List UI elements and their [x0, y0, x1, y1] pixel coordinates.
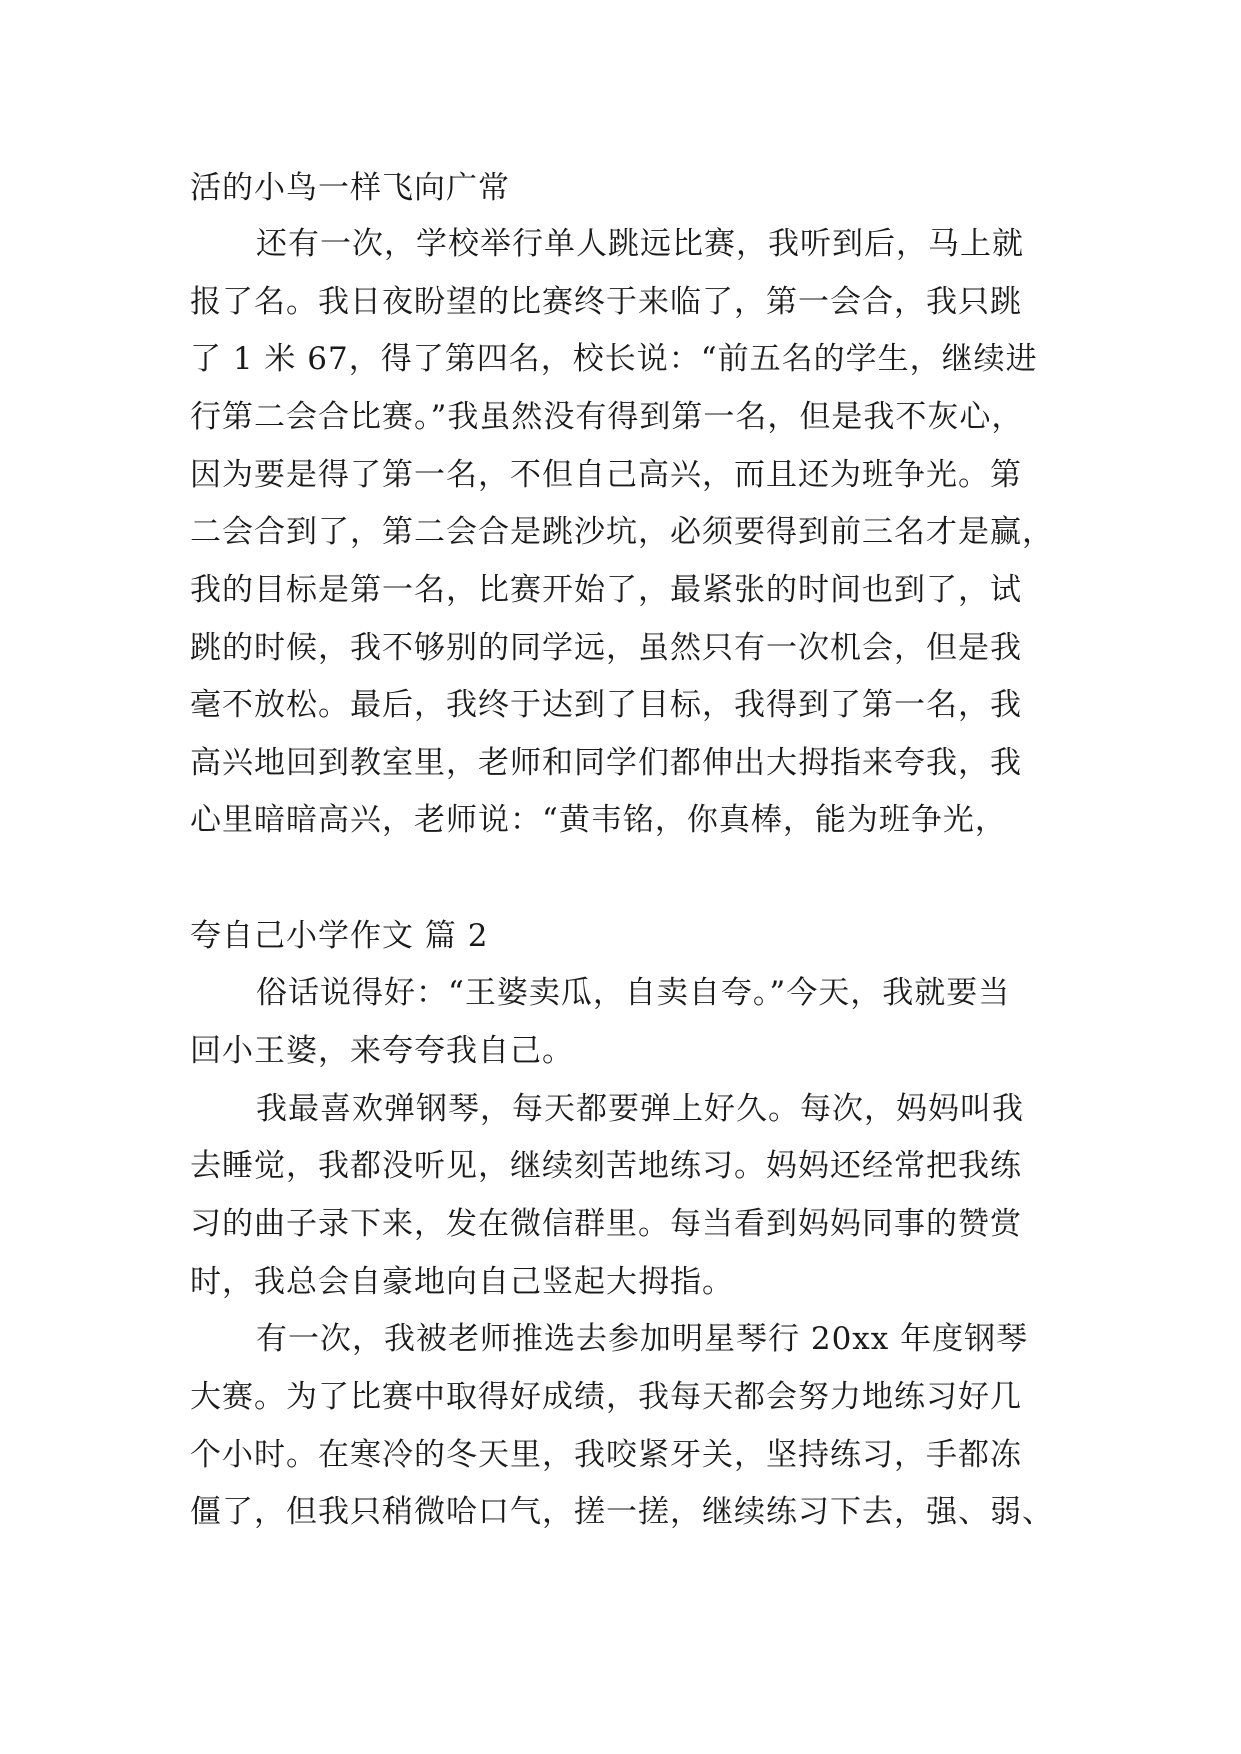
text-line: 报了名。我日夜盼望的比赛终于来临了，第一会合，我只跳 — [190, 284, 1022, 320]
text-line: 跳的时候，我不够别的同学远，虽然只有一次机会，但是我 — [190, 630, 1022, 666]
paragraph-start-line: 还有一次，学校举行单人跳远比赛，我听到后，马上就 — [256, 226, 1024, 262]
text-line: 心里暗暗高兴，老师说：“黄韦铭，你真棒，能为班争光， — [190, 802, 1007, 838]
text-line: 了 1 米 67，得了第四名，校长说：“前五名的学生，继续进 — [190, 341, 1038, 377]
paragraph-start-line: 我最喜欢弹钢琴，每天都要弹上好久。每次，妈妈叫我 — [256, 1091, 1024, 1127]
text-line: 时，我总会自豪地向自己竖起大拇指。 — [190, 1264, 734, 1300]
text-line: 僵了，但我只稍微哈口气，搓一搓，继续练习下去，强、弱、 — [190, 1494, 1054, 1530]
text-line: 我的目标是第一名，比赛开始了，最紧张的时间也到了，试 — [190, 572, 1022, 608]
text-line: 大赛。为了比赛中取得好成绩，我每天都会努力地练习好几 — [190, 1379, 1022, 1415]
paragraph-start-line: 有一次，我被老师推选去参加明星琴行 20xx 年度钢琴 — [256, 1321, 1029, 1357]
text-line: 去睡觉，我都没听见，继续刻苦地练习。妈妈还经常把我练 — [190, 1148, 1022, 1184]
text-line: 个小时。在寒冷的冬天里，我咬紧牙关，坚持练习，手都冻 — [190, 1437, 1022, 1473]
text-line: 习的曲子录下来，发在微信群里。每当看到妈妈同事的赞赏 — [190, 1206, 1022, 1242]
text-line: 毫不放松。最后，我终于达到了目标，我得到了第一名，我 — [190, 687, 1022, 723]
section-title: 夸自己小学作文 篇 2 — [190, 918, 489, 954]
paragraph-start-line: 俗话说得好：“王婆卖瓜，自卖自夸。”今天，我就要当 — [256, 975, 1011, 1011]
text-line: 活的小鸟一样飞向广常 — [190, 170, 510, 206]
text-line: 回小王婆，来夸夸我自己。 — [190, 1033, 574, 1069]
text-line: 二会合到了，第二会合是跳沙坑，必须要得到前三名才是赢， — [190, 514, 1054, 550]
text-line: 因为要是得了第一名，不但自己高兴，而且还为班争光。第 — [190, 457, 1022, 493]
text-line: 高兴地回到教室里，老师和同学们都伸出大拇指来夸我，我 — [190, 745, 1022, 781]
text-line: 行第二会合比赛。”我虽然没有得到第一名，但是我不灰心， — [190, 399, 1024, 435]
